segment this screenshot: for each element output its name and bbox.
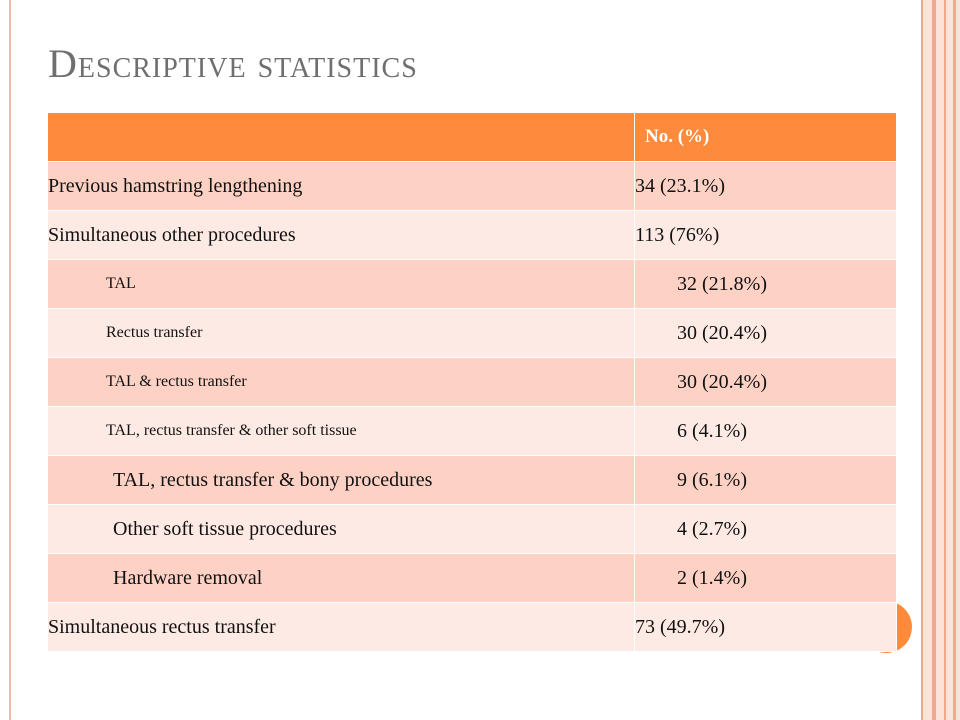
right-stripe [932, 0, 936, 720]
row-value: 6 (4.1%) [635, 407, 897, 456]
table-row [48, 554, 897, 603]
row-label: Other soft tissue procedures [48, 505, 635, 554]
row-label: Simultaneous other procedures [48, 211, 635, 260]
row-label: TAL, rectus transfer & bony procedures [48, 456, 635, 505]
row-value: 73 (49.7%) [635, 603, 897, 652]
table-row [48, 211, 897, 260]
right-stripe [944, 0, 946, 720]
table-row [48, 603, 897, 652]
table-row [48, 162, 897, 211]
row-value: 34 (23.1%) [635, 162, 897, 211]
right-stripe [953, 0, 956, 720]
table-header-row [48, 113, 897, 162]
slide-title: Descriptive statistics [48, 41, 418, 86]
table-row [48, 260, 897, 309]
table-row [48, 505, 897, 554]
row-value: 4 (2.7%) [635, 505, 897, 554]
row-label: Previous hamstring lengthening [48, 162, 635, 211]
row-label: Simultaneous rectus transfer [48, 603, 635, 652]
row-label: TAL [48, 260, 635, 309]
row-value: 30 (20.4%) [635, 358, 897, 407]
row-value: 30 (20.4%) [635, 309, 897, 358]
table-row [48, 309, 897, 358]
row-value: 2 (1.4%) [635, 554, 897, 603]
header-cell-label [48, 113, 635, 162]
row-label: TAL & rectus transfer [48, 358, 635, 407]
table-row [48, 456, 897, 505]
right-stripe [921, 0, 923, 720]
table-row [48, 407, 897, 456]
descriptive-statistics-table [47, 112, 897, 652]
row-label: Hardware removal [48, 554, 635, 603]
row-value: 32 (21.8%) [635, 260, 897, 309]
row-value: 113 (76%) [635, 211, 897, 260]
table-row [48, 358, 897, 407]
row-label: Rectus transfer [48, 309, 635, 358]
header-cell-count: No. (%) [635, 113, 897, 162]
row-value: 9 (6.1%) [635, 456, 897, 505]
row-label: TAL, rectus transfer & other soft tissue [48, 407, 635, 456]
left-border-line [9, 0, 11, 720]
